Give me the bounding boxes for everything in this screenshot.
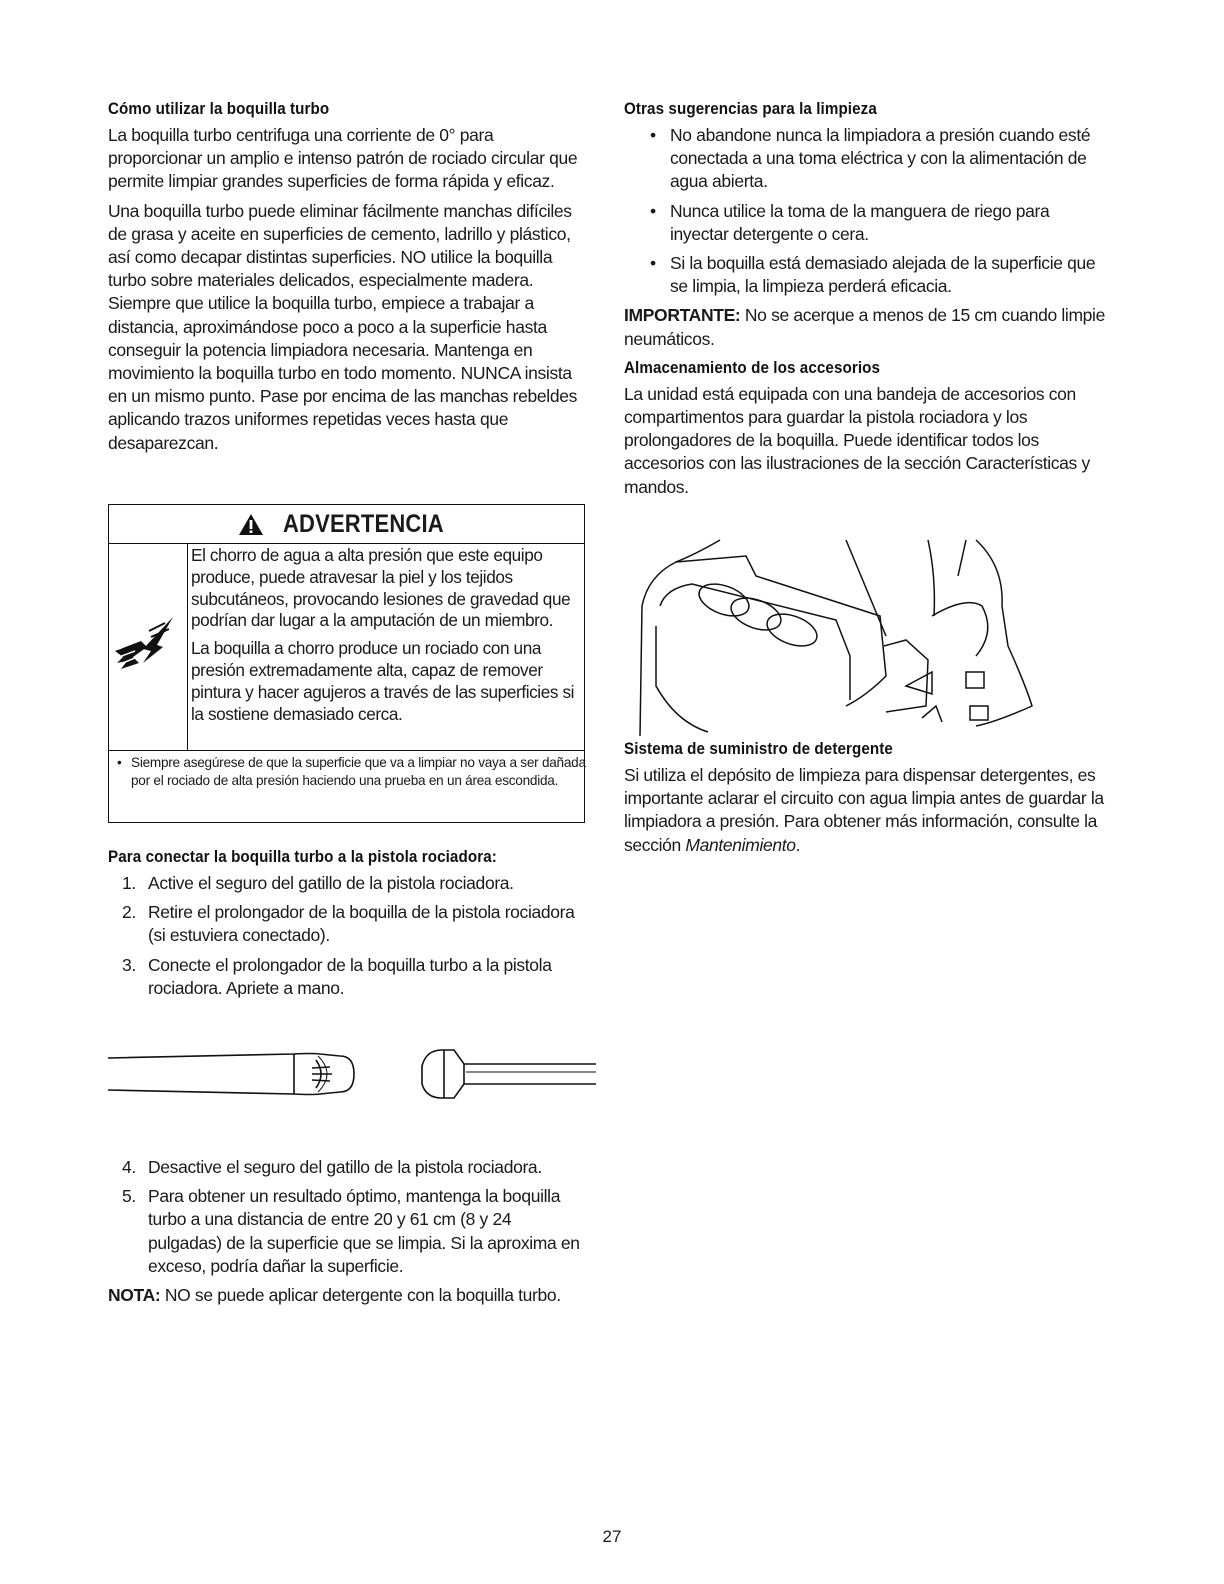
warning-text: [191, 545, 581, 731]
left-column: [108, 100, 586, 461]
detergent-paragraph: [624, 764, 1109, 857]
steps-list-a: [108, 872, 586, 1000]
list-item: [108, 872, 586, 895]
storage-heading: Almacenamiento de los accesorios: [624, 358, 881, 377]
connect-heading: Para conectar la boquilla turbo a la pistola rociadora:: [108, 848, 497, 866]
detergent-heading: Sistema de suministro de detergente: [624, 740, 893, 758]
importante-text: No se acerque a menos de 15 cm cuando limpie neumáticos.: [624, 305, 1105, 349]
steps-list-b: [108, 1156, 586, 1278]
warning-header: [109, 505, 584, 544]
nota-paragraph: [108, 1284, 586, 1307]
importante-paragraph: [624, 304, 1109, 350]
connect-section: [108, 848, 586, 1006]
list-item: [108, 954, 586, 1000]
list-item: [108, 1185, 586, 1278]
nozzle-connection-illustration: [104, 1036, 604, 1126]
warning-divider: [109, 750, 584, 751]
warning-icon-cell: [109, 543, 188, 750]
turbo-nozzle-heading: Cómo utilizar la boquilla turbo: [108, 100, 330, 118]
accessory-tray-illustration: [636, 536, 1036, 736]
turbo-usage-paragraph: Una boquilla turbo puede eliminar fácilmente manchas difíciles de grasa y aceite en superficies de cemento, ladrillo y plástico, así como decapar distintas superficies. NO utilice la boquilla turbo sobre materiales delicados, especialmente madera. Siempre que utilice la boquilla turbo, empiece a trabajar a distancia, aproximándose poco a poco a la superficie hasta conseguir la potencia limpiadora necesaria. Mantenga en movimiento la boquilla turbo en todo momento. NUNCA insista en un mismo punto. Pase por encima de las manchas rebeldes aplicando trazos uniformes repetidas veces hasta que desaparezcan.: [108, 200, 577, 453]
step-number: 5.: [122, 1186, 136, 1207]
maintenance-section-reference: Mantenimiento: [685, 834, 796, 855]
list-item: [108, 901, 586, 947]
connect-section-continued: [108, 1156, 586, 1313]
page-number: 27: [602, 1527, 622, 1546]
step-number: 2.: [122, 902, 136, 923]
list-item: • Nunca utilice la toma de la manguera de riego para inyectar detergente o cera.: [624, 200, 1109, 246]
bullet-icon: •: [117, 755, 122, 770]
high-pressure-spray-injury-icon: [113, 611, 183, 681]
step-text: Active el seguro del gatillo de la pistola rociadora.: [148, 873, 514, 893]
warning-paragraph-1: El chorro de agua a alta presión que este equipo produce, puede atravesar la piel y los tejidos subcutáneos, provocando lesiones de gravedad que podrían dar lugar a la amputación de un miembro.: [191, 545, 571, 631]
nota-label: NOTA:: [108, 1285, 161, 1306]
step-number: 3.: [122, 954, 136, 975]
step-number: 4.: [122, 1157, 136, 1177]
step-text: Desactive el seguro del gatillo de la pistola rociadora.: [148, 1157, 542, 1177]
warning-title: ADVERTENCIA: [283, 509, 444, 538]
detergent-text: Si utiliza el depósito de limpieza para dispensar detergentes, es importante aclarar el circuito con agua limpia antes de guardar la limpiadora a presión. Para obtener más información, consulte la sección: [624, 765, 1104, 855]
right-column: [624, 100, 1109, 505]
warning-note-text: Siempre asegúrese de que la superficie que va a limpiar no vaya a ser dañada por el rociado de alta presión haciendo una prueba en un área escondida.: [131, 755, 586, 789]
warning-paragraph-2: La boquilla a chorro produce un rociado con una presión extremadamente alta, capaz de remover pintura y hacer agujeros a través de las superficies si la sostiene demasiado cerca.: [191, 638, 575, 724]
step-text: Retire el prolongador de la boquilla de la pistola rociadora (si estuviera conectado).: [148, 902, 575, 946]
warning-note: [117, 754, 593, 791]
turbo-intro-paragraph: La boquilla turbo centrifuga una corriente de 0° para proporcionar un amplio e intenso patrón de rociado circular que permite limpiar grandes superficies de forma rápida y eficaz.: [108, 125, 578, 192]
list-item: • Si la boquilla está demasiado alejada de la superficie que se limpia, la limpieza perderá eficacia.: [624, 252, 1109, 298]
tips-list: [624, 124, 1109, 298]
importante-label: IMPORTANTE:: [624, 305, 741, 326]
step-text: Conecte el prolongador de la boquilla turbo a la pistola rociadora. Apriete a mano.: [148, 954, 552, 998]
nota-text: NO se puede aplicar detergente con la boquilla turbo.: [160, 1285, 561, 1306]
list-item: [108, 1156, 586, 1179]
warning-triangle-icon: [238, 513, 264, 536]
detergent-section: [624, 740, 1109, 863]
step-text: Para obtener un resultado óptimo, mantenga la boquilla turbo a una distancia de entre 20 y 61 cm (8 y 24 pulgadas) de la superficie que se limpia. Si la aproxima en exceso, podría dañar la superficie.: [148, 1186, 580, 1276]
storage-paragraph: La unidad está equipada con una bandeja de accesorios con compartimentos para guardar la pistola rociadora y los prolongadores de la boquilla. Puede identificar todos los accesorios con las ilustraciones de la sección Características y mandos.: [624, 383, 1090, 497]
detergent-end: .: [795, 834, 801, 855]
list-item: • No abandone nunca la limpiadora a presión cuando esté conectada a una toma eléctrica y con la alimentación de agua abierta.: [624, 124, 1109, 194]
warning-box: [108, 504, 585, 823]
step-number: 1.: [122, 873, 136, 893]
tips-heading: Otras sugerencias para la limpieza: [624, 100, 877, 118]
